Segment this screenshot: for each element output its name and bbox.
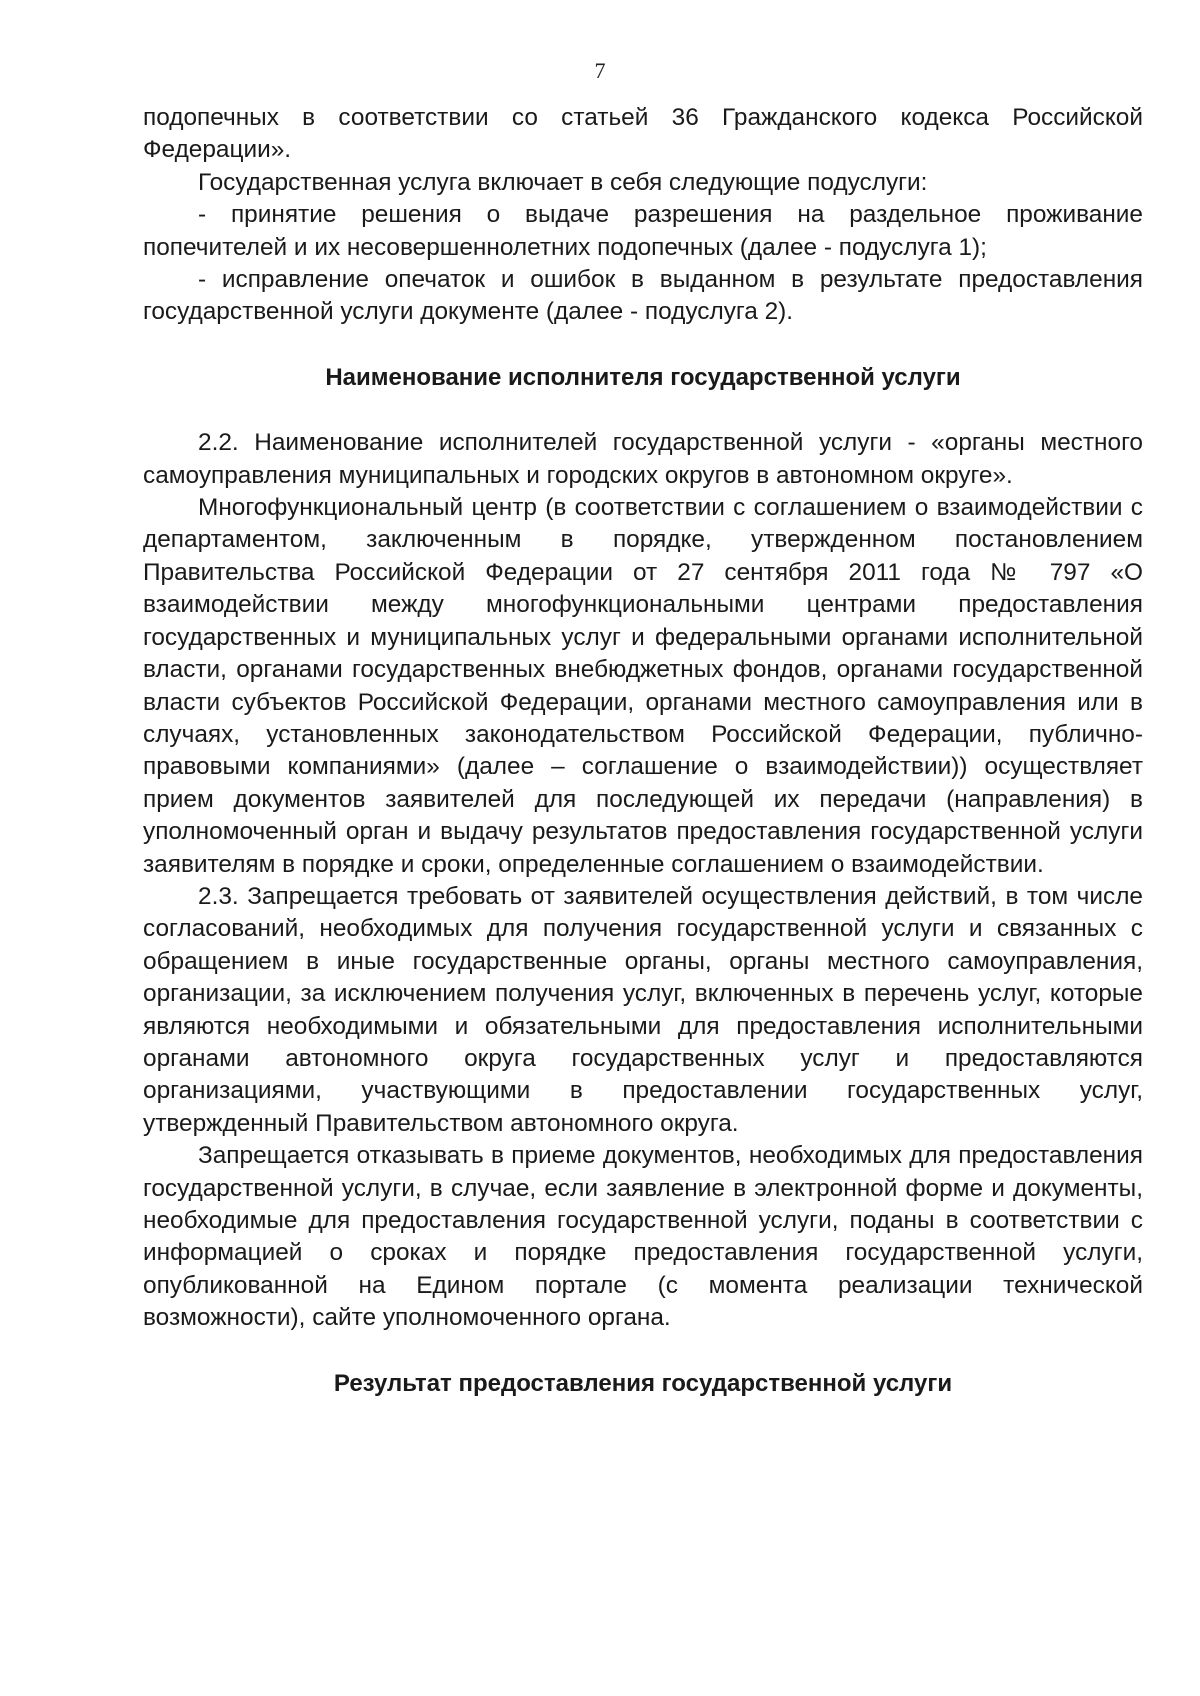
paragraph-subservice-1: - принятие решения о выдаче разрешения на раздельное проживание попечителей и их несовершеннолетних подопечных (далее - подуслуга 1); [143,201,1143,261]
paragraph-2-2: 2.2. Наименование исполнителей государственной услуги - «органы местного самоуправления муниципальных и городских округов в автономном округе». [143,429,1143,489]
paragraph-continuation: подопечных в соответствии со статьей 36 Гражданского кодекса Российской Федерации». [143,104,1143,164]
document-body [143,102,1143,1400]
paragraph-refusal-prohibition: Запрещается отказывать в приеме документов, необходимых для предоставления государственной услуги, в случае, если заявление в электронной форме и документы, необходимые для предоставления государственной услуги, поданы в соответствии с информацией о сроках и порядке предоставления государственной услуги, опубликованной на Едином портале (с момента реализации технической возможности), сайте уполномоченного органа. [143,1142,1143,1332]
section-heading-result: Результат предоставления государственной услуги [333,1369,953,1397]
paragraph-2-3: 2.3. Запрещается требовать от заявителей осуществления действий, в том числе согласований, необходимых для получения государственной услуги и связанных с обращением в иные государственные органы, органы местного самоуправления, организации, за исключением получения услуг, включенных в перечень услуг, которые являются необходимыми и обязательными для предоставления исполнительными органами автономного округа государственных услуг и предоставляются организациями, участвующими в предоставлении государственных услуг, утвержденный Правительством автономного округа. [143,882,1143,1137]
paragraph-mfc: Многофункциональный центр (в соответствии с соглашением о взаимодействии с департаментом, заключенным в порядке, утвержденном постановлением Правительства Российской Федерации от 27 сентября 2011 года № 797 «О взаимодействии между многофункциональными центрами предоставления государственных и муниципальных услуг и федеральными органами исполнительной власти, органами государственных внебюджетных фондов, органами государственной власти субъектов Российской Федерации, органами местного самоуправления или в случаях, установленных законодательством Российской Федерации, публично-правовыми компаниями» (далее – соглашение о взаимодействии)) осуществляет прием документов заявителей для последующей их передачи (направления) в уполномоченный орган и выдачу результатов предоставления государственной услуги заявителям в порядке и сроки, определенные соглашением о взаимодействии. [143,494,1143,878]
paragraph-subservices-intro: Государственная услуга включает в себя следующие подуслуги: [198,168,928,196]
page-number: 7 [594,58,606,83]
paragraph-subservice-2: - исправление опечаток и ошибок в выданном в результате предоставления государственной услуги документе (далее - подуслуга 2). [143,266,1143,326]
section-heading-executor: Наименование исполнителя государственной услуги [325,363,961,391]
